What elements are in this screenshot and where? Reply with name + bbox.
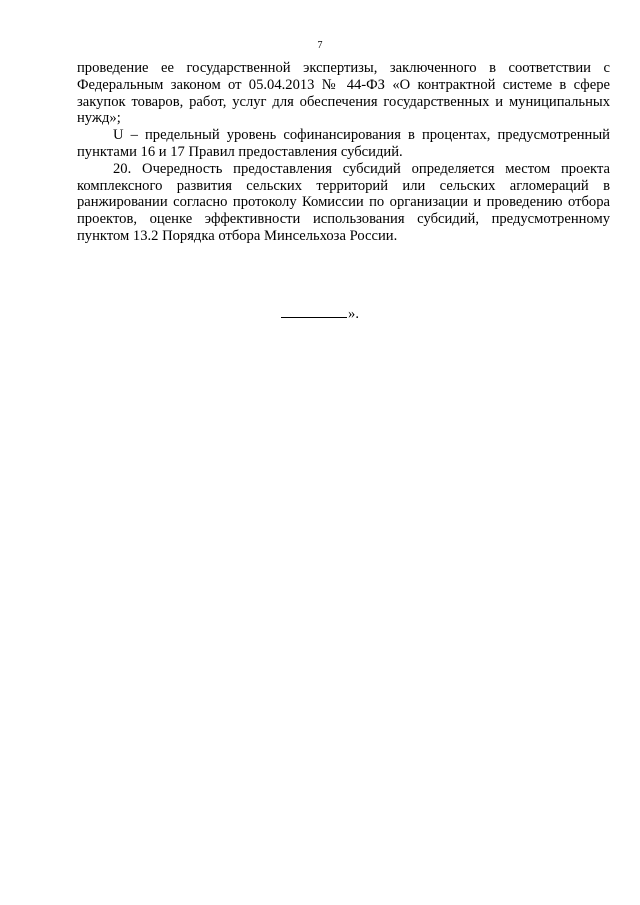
paragraph-u-definition: U – предельный уровень софинансирования в процентах, предусмотренный пунктами 16 и 17 Правил предоставления субсидий. xyxy=(77,127,610,160)
paragraph-item-20: 20. Очередность предоставления субсидий определяется местом проекта комплексного развития сельских территорий или сельских агломераций в ранжировании согласно протоколу Комиссии по организации и проведению отбора проектов, оценке эффективности использования субсидий, предусмотренному пунктом 13.2 Порядка отбора Минсельхоза России. xyxy=(77,160,610,244)
closing-quote: ». xyxy=(348,306,359,322)
document-body xyxy=(77,60,610,245)
page-number: 7 xyxy=(317,40,323,51)
paragraph-continuation: проведение ее государственной экспертизы, заключенного в соответствии с Федеральным законом от 05.04.2013 № 44-ФЗ «О контрактной системе в сфере закупок товаров, работ, услуг для обеспечения государственных и муниципальных нужд»; xyxy=(77,60,610,127)
closing-mark xyxy=(0,305,640,323)
closing-underline xyxy=(281,305,347,318)
